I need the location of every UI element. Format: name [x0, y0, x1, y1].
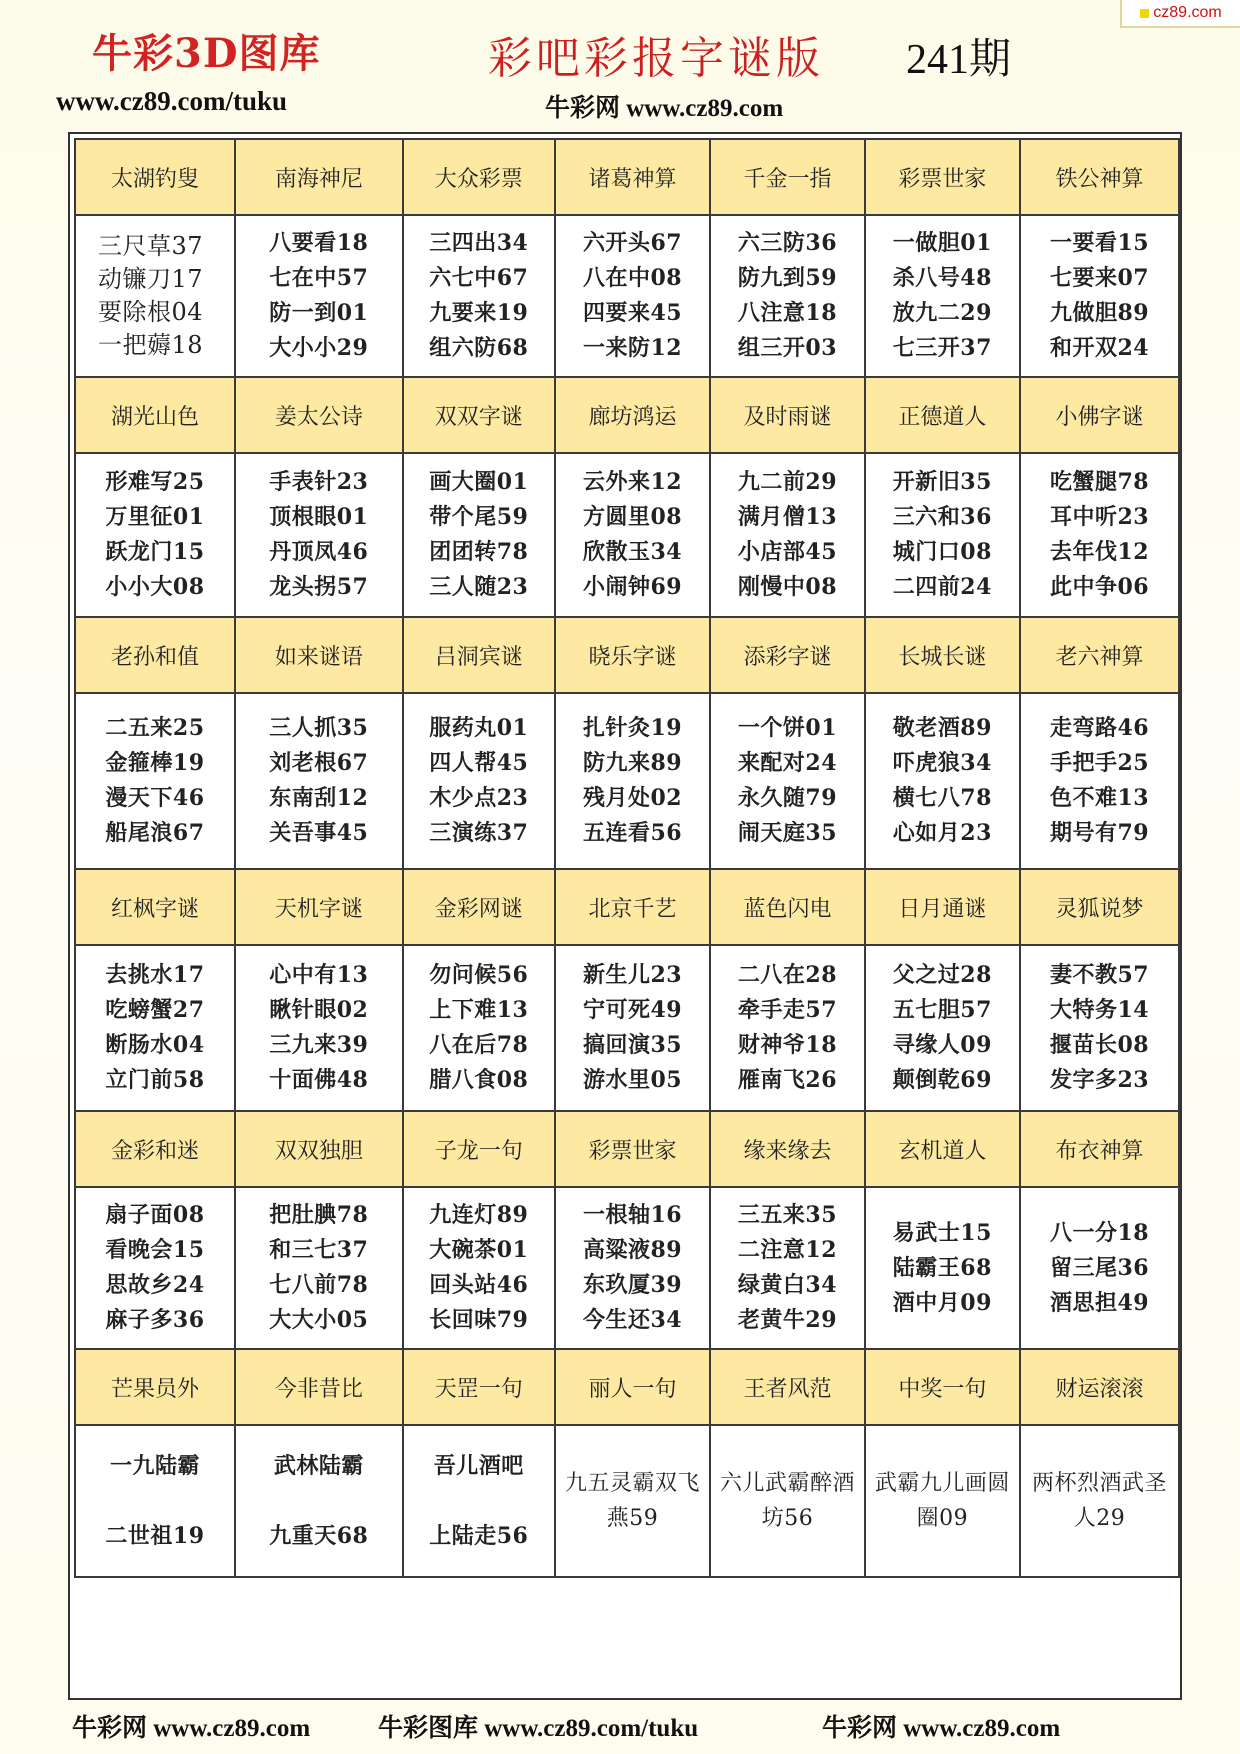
entry-line: 寻缘人09 — [892, 1032, 992, 1058]
entry-line: 十面佛48 — [269, 1067, 369, 1093]
entry-cell — [403, 1425, 555, 1577]
entries-row — [75, 693, 1179, 869]
column-header: 晓乐字谜 — [555, 617, 710, 693]
entry-line: 四要来45 — [582, 300, 683, 326]
entry-line: 团团转78 — [429, 539, 529, 565]
entry-line: 杀八号48 — [892, 265, 992, 291]
entry-line: 看晚会15 — [105, 1237, 205, 1263]
column-header: 子龙一句 — [403, 1111, 555, 1187]
column-header: 中奖一句 — [865, 1349, 1020, 1425]
entry-line: 去挑水17 — [105, 962, 205, 988]
entry-line: 丹顶凤46 — [269, 539, 369, 565]
entry-line: 龙头拐57 — [269, 574, 369, 600]
issue-number: 241期 — [906, 37, 1012, 83]
entry-line: 人29 — [1073, 1506, 1126, 1531]
entry-line: 船尾浪67 — [105, 820, 205, 846]
entry-line: 跃龙门15 — [105, 539, 205, 565]
sub-url[interactable]: 牛彩网 www.cz89.com — [545, 95, 784, 122]
entry-line: 东南刮12 — [269, 785, 369, 811]
entry-cell — [710, 693, 864, 869]
header-row — [75, 1349, 1179, 1425]
entry-line: 和三七37 — [269, 1237, 369, 1263]
entry-line: 服药丸01 — [429, 715, 529, 741]
entry-line: 刘老根67 — [269, 750, 369, 776]
column-header: 廊坊鸿运 — [555, 377, 710, 453]
entry-line: 二五来25 — [105, 715, 205, 741]
entry-line: 二八在28 — [737, 962, 838, 988]
entry-line: 陆霸王68 — [892, 1254, 992, 1281]
column-header: 红枫字谜 — [75, 869, 235, 945]
column-header: 添彩字谜 — [710, 617, 864, 693]
entry-line: 期号有79 — [1049, 820, 1150, 846]
entry-line: 扎针灸19 — [582, 715, 683, 741]
column-header: 王者风范 — [710, 1349, 864, 1425]
entry-line: 腊八食08 — [429, 1067, 529, 1093]
entry-cell — [75, 1425, 235, 1577]
entry-line: 满月僧13 — [737, 504, 838, 530]
entry-line: 一九陆霸 — [109, 1453, 200, 1479]
entry-line: 三四出34 — [429, 230, 529, 256]
column-header: 北京千艺 — [555, 869, 710, 945]
entry-line: 要除根04 — [98, 298, 204, 326]
entry-line: 财神爷18 — [737, 1032, 838, 1058]
column-header: 财运滚滚 — [1020, 1349, 1179, 1425]
column-header: 姜太公诗 — [235, 377, 403, 453]
entry-line: 耳中听23 — [1049, 504, 1150, 530]
entry-line: 六七中67 — [429, 265, 529, 291]
entry-cell — [865, 693, 1020, 869]
entry-line: 方圆里08 — [582, 504, 683, 530]
entry-line: 发字多23 — [1049, 1067, 1150, 1093]
entry-line: 五连看56 — [582, 820, 683, 846]
entry-line: 八要看18 — [269, 230, 369, 256]
entry-line: 三尺草37 — [98, 232, 204, 260]
entries-row — [75, 1187, 1179, 1349]
entry-line: 酒思担49 — [1049, 1289, 1150, 1316]
entry-cell — [555, 693, 710, 869]
entry-line: 二注意12 — [737, 1237, 838, 1263]
entry-line: 防九来89 — [582, 750, 683, 776]
entry-line: 回头站46 — [429, 1272, 529, 1298]
entry-line: 酒中月09 — [892, 1289, 992, 1316]
entry-line: 七八前78 — [269, 1272, 369, 1298]
entry-line: 闹天庭35 — [737, 820, 838, 846]
entry-line: 刚慢中08 — [737, 574, 838, 600]
entry-line: 八注意18 — [737, 300, 838, 326]
entry-line: 一根轴16 — [582, 1202, 683, 1228]
entry-line: 三五来35 — [737, 1202, 838, 1228]
entry-line: 云外来12 — [582, 469, 683, 495]
entry-line: 上陆走56 — [429, 1523, 529, 1549]
entry-line: 把肚腆78 — [269, 1202, 369, 1228]
entry-cell — [710, 945, 864, 1111]
footer-link-left[interactable]: 牛彩网 www.cz89.com — [72, 1715, 311, 1742]
entry-line: 横七八78 — [892, 785, 992, 811]
column-header: 彩票世家 — [555, 1111, 710, 1187]
entry-line: 残月处02 — [582, 785, 683, 811]
column-header: 今非昔比 — [235, 1349, 403, 1425]
entry-cell — [1020, 693, 1179, 869]
entry-line: 动镰刀17 — [98, 265, 204, 293]
entry-cell — [865, 215, 1020, 377]
entry-cell — [403, 945, 555, 1111]
entry-line: 吃螃蟹27 — [105, 997, 205, 1023]
column-header: 双双字谜 — [403, 377, 555, 453]
column-header: 蓝色闪电 — [710, 869, 864, 945]
entry-line: 两杯烈酒武圣 — [1032, 1471, 1168, 1496]
entry-line: 万里征01 — [105, 504, 205, 530]
column-header: 太湖钓叟 — [75, 139, 235, 215]
entry-cell — [235, 945, 403, 1111]
entry-line: 留三尾36 — [1049, 1254, 1150, 1281]
entry-line: 九五灵霸双飞 — [565, 1471, 701, 1496]
entry-cell — [403, 1187, 555, 1349]
entry-line: 九二前29 — [737, 469, 838, 495]
badge-square-icon — [1140, 9, 1149, 18]
entry-line: 三六和36 — [892, 504, 992, 530]
column-header: 正德道人 — [865, 377, 1020, 453]
entry-line: 雁南飞26 — [737, 1067, 838, 1093]
entry-line: 手表针23 — [269, 469, 369, 495]
entry-line: 小闹钟69 — [582, 574, 683, 600]
entry-line: 易武士15 — [892, 1219, 992, 1246]
entry-line: 木少点23 — [429, 785, 529, 811]
page-title: 彩吧彩报字谜版 — [488, 33, 824, 84]
entry-cell — [865, 1425, 1020, 1577]
entry-cell — [1020, 453, 1179, 617]
entry-line: 瞅针眼02 — [269, 997, 369, 1023]
entry-line: 一来防12 — [582, 335, 683, 361]
entry-line: 走弯路46 — [1049, 715, 1150, 741]
entry-cell — [75, 693, 235, 869]
entry-line: 心如月23 — [892, 820, 992, 846]
entry-line: 八一分18 — [1049, 1219, 1150, 1246]
entry-line: 断肠水04 — [105, 1032, 205, 1058]
entries-row — [75, 945, 1179, 1111]
entry-cell — [710, 1187, 864, 1349]
column-header: 金彩和迷 — [75, 1111, 235, 1187]
entry-line: 麻子多36 — [105, 1307, 205, 1333]
entry-line: 城门口08 — [892, 539, 992, 565]
column-header: 千金一指 — [710, 139, 864, 215]
entry-line: 色不难13 — [1049, 785, 1150, 811]
entry-line: 扇子面08 — [105, 1202, 205, 1228]
entry-line: 小店部45 — [737, 539, 838, 565]
column-header: 双双独胆 — [235, 1111, 403, 1187]
entry-cell — [235, 1187, 403, 1349]
entry-cell — [75, 1187, 235, 1349]
entry-line: 长回味79 — [429, 1307, 529, 1333]
entry-cell — [1020, 215, 1179, 377]
entry-line: 搞回演35 — [582, 1032, 683, 1058]
column-header: 丽人一句 — [555, 1349, 710, 1425]
entry-line: 去年伐12 — [1049, 539, 1150, 565]
brand-title: 牛彩3D图库 — [92, 30, 321, 77]
entry-line: 关吾事45 — [269, 820, 369, 846]
entry-line: 绿黄白34 — [737, 1272, 838, 1298]
entry-line: 高粱液89 — [582, 1237, 683, 1263]
entry-line: 吃蟹腿78 — [1049, 469, 1150, 495]
entry-cell — [235, 453, 403, 617]
entry-line: 老黄牛29 — [737, 1307, 838, 1333]
entry-cell — [555, 945, 710, 1111]
entry-cell — [865, 945, 1020, 1111]
entry-line: 大小小29 — [269, 335, 369, 361]
entry-line: 二世祖19 — [105, 1523, 205, 1549]
entry-line: 新生儿23 — [582, 962, 683, 988]
column-header: 老六神算 — [1020, 617, 1179, 693]
entry-line: 手把手25 — [1049, 750, 1150, 776]
entry-line: 永久随79 — [737, 785, 838, 811]
entry-line: 此中争06 — [1049, 574, 1150, 600]
column-header: 长城长谜 — [865, 617, 1020, 693]
entry-line: 三演练37 — [429, 820, 529, 846]
entry-line: 一做胆01 — [892, 230, 992, 256]
entry-line: 六儿武霸醉酒 — [719, 1471, 855, 1496]
brand-url[interactable]: www.cz89.com/tuku — [56, 86, 287, 116]
entry-cell — [403, 215, 555, 377]
column-header: 大众彩票 — [403, 139, 555, 215]
entry-line: 七在中57 — [269, 265, 369, 291]
column-header: 布衣神算 — [1020, 1111, 1179, 1187]
entry-line: 游水里05 — [582, 1067, 683, 1093]
header-row — [75, 139, 1179, 215]
entry-line: 父之过28 — [892, 962, 992, 988]
column-header: 芒果员外 — [75, 1349, 235, 1425]
entry-cell — [710, 453, 864, 617]
entry-line: 八在后78 — [429, 1032, 529, 1058]
entry-line: 牵手走57 — [737, 997, 838, 1023]
column-header: 湖光山色 — [75, 377, 235, 453]
entry-line: 带个尾59 — [429, 504, 529, 530]
entry-line: 七要来07 — [1049, 265, 1150, 291]
column-header: 玄机道人 — [865, 1111, 1020, 1187]
column-header: 诸葛神算 — [555, 139, 710, 215]
entry-cell — [75, 215, 235, 377]
entry-line: 一把薅18 — [98, 331, 204, 359]
column-header: 南海神尼 — [235, 139, 403, 215]
entry-line: 一要看15 — [1049, 230, 1150, 256]
site-badge[interactable] — [1120, 0, 1240, 28]
column-header: 天机字谜 — [235, 869, 403, 945]
entry-cell — [1020, 1425, 1179, 1577]
entry-line: 八在中08 — [582, 265, 683, 291]
entry-line: 三人随23 — [429, 574, 529, 600]
footer-link-middle[interactable]: 牛彩图库 www.cz89.com/tuku — [378, 1715, 699, 1742]
badge-text: cz89.com — [1153, 4, 1222, 21]
entry-line: 顶根眼01 — [269, 504, 369, 530]
entry-line: 组三开03 — [737, 335, 838, 361]
entry-line: 防一到01 — [269, 300, 369, 326]
entry-line: 妻不教57 — [1049, 962, 1150, 988]
entry-line: 吓虎狼34 — [892, 750, 992, 776]
entry-line: 三人抓35 — [269, 715, 369, 741]
entry-cell — [235, 215, 403, 377]
column-header: 吕洞宾谜 — [403, 617, 555, 693]
header-row — [75, 1111, 1179, 1187]
entry-line: 七三开37 — [892, 335, 992, 361]
entry-cell — [75, 453, 235, 617]
column-header: 彩票世家 — [865, 139, 1020, 215]
entry-line: 漫天下46 — [105, 785, 205, 811]
entry-line: 金箍棒19 — [105, 750, 205, 776]
entry-line: 九重天68 — [269, 1523, 369, 1549]
entry-cell — [403, 693, 555, 869]
entry-line: 大特务14 — [1049, 997, 1150, 1023]
entry-cell — [555, 215, 710, 377]
entry-cell — [865, 453, 1020, 617]
entry-cell — [710, 1425, 864, 1577]
entries-row — [75, 453, 1179, 617]
entry-line: 一个饼01 — [737, 715, 838, 741]
header-row — [75, 869, 1179, 945]
entry-line: 揠苗长08 — [1049, 1032, 1150, 1058]
entry-cell — [235, 1425, 403, 1577]
riddle-table — [74, 138, 1180, 1578]
entries-row — [75, 1425, 1179, 1577]
entry-line: 五七胆57 — [892, 997, 992, 1023]
entry-line: 立门前58 — [105, 1067, 205, 1093]
entry-line: 欣散玉34 — [582, 539, 683, 565]
header-row — [75, 377, 1179, 453]
entry-cell — [235, 693, 403, 869]
entry-cell — [710, 215, 864, 377]
entry-cell — [865, 1187, 1020, 1349]
entry-line: 东玖厦39 — [582, 1272, 683, 1298]
header-row — [75, 617, 1179, 693]
entry-cell — [1020, 1187, 1179, 1349]
entry-line: 九要来19 — [429, 300, 529, 326]
entry-cell — [1020, 945, 1179, 1111]
column-header: 铁公神算 — [1020, 139, 1179, 215]
entry-line: 圈09 — [916, 1506, 969, 1531]
entry-line: 形难写25 — [105, 469, 205, 495]
entry-line: 武林陆霸 — [273, 1453, 364, 1479]
entry-line: 武霸九儿画圆 — [874, 1471, 1010, 1496]
entry-line: 勿问候56 — [429, 962, 529, 988]
entry-line: 宁可死49 — [582, 997, 683, 1023]
entries-row — [75, 215, 1179, 377]
column-header: 灵狐说梦 — [1020, 869, 1179, 945]
column-header: 天罡一句 — [403, 1349, 555, 1425]
column-header: 如来谜语 — [235, 617, 403, 693]
entry-line: 九连灯89 — [429, 1202, 529, 1228]
entry-line: 敬老酒89 — [892, 715, 992, 741]
entry-line: 上下难13 — [429, 997, 529, 1023]
entry-line: 颠倒乾69 — [892, 1067, 992, 1093]
entry-line: 今生还34 — [582, 1307, 683, 1333]
footer-link-right[interactable]: 牛彩网 www.cz89.com — [822, 1715, 1061, 1742]
entry-line: 大大小05 — [269, 1307, 369, 1333]
column-header: 日月通谜 — [865, 869, 1020, 945]
entry-line: 四人帮45 — [429, 750, 529, 776]
entry-line: 九做胆89 — [1049, 300, 1150, 326]
entry-line: 心中有13 — [269, 962, 369, 988]
entry-cell — [555, 1187, 710, 1349]
entry-line: 开新旧35 — [892, 469, 992, 495]
entry-line: 二四前24 — [892, 574, 992, 600]
column-header: 金彩网谜 — [403, 869, 555, 945]
entry-cell — [555, 1425, 710, 1577]
entry-line: 组六防68 — [429, 335, 529, 361]
column-header: 及时雨谜 — [710, 377, 864, 453]
entry-line: 吾儿酒吧 — [433, 1453, 524, 1479]
entry-line: 三九来39 — [269, 1032, 369, 1058]
entry-cell — [555, 453, 710, 617]
entry-line: 来配对24 — [737, 750, 838, 776]
column-header: 缘来缘去 — [710, 1111, 864, 1187]
entry-line: 放九二29 — [892, 300, 992, 326]
entry-line: 坊56 — [761, 1506, 814, 1531]
entry-line: 燕59 — [606, 1506, 659, 1531]
column-header: 小佛字谜 — [1020, 377, 1179, 453]
entry-line: 防九到59 — [737, 265, 838, 291]
entry-line: 大碗茶01 — [429, 1237, 529, 1263]
entry-line: 画大圈01 — [429, 469, 529, 495]
entry-cell — [403, 453, 555, 617]
entry-line: 小小大08 — [105, 574, 205, 600]
entry-line: 思故乡24 — [105, 1272, 205, 1298]
column-header: 老孙和值 — [75, 617, 235, 693]
entry-cell — [75, 945, 235, 1111]
entry-line: 六三防36 — [737, 230, 838, 256]
entry-line: 六开头67 — [582, 230, 683, 256]
entry-line: 和开双24 — [1049, 335, 1150, 361]
